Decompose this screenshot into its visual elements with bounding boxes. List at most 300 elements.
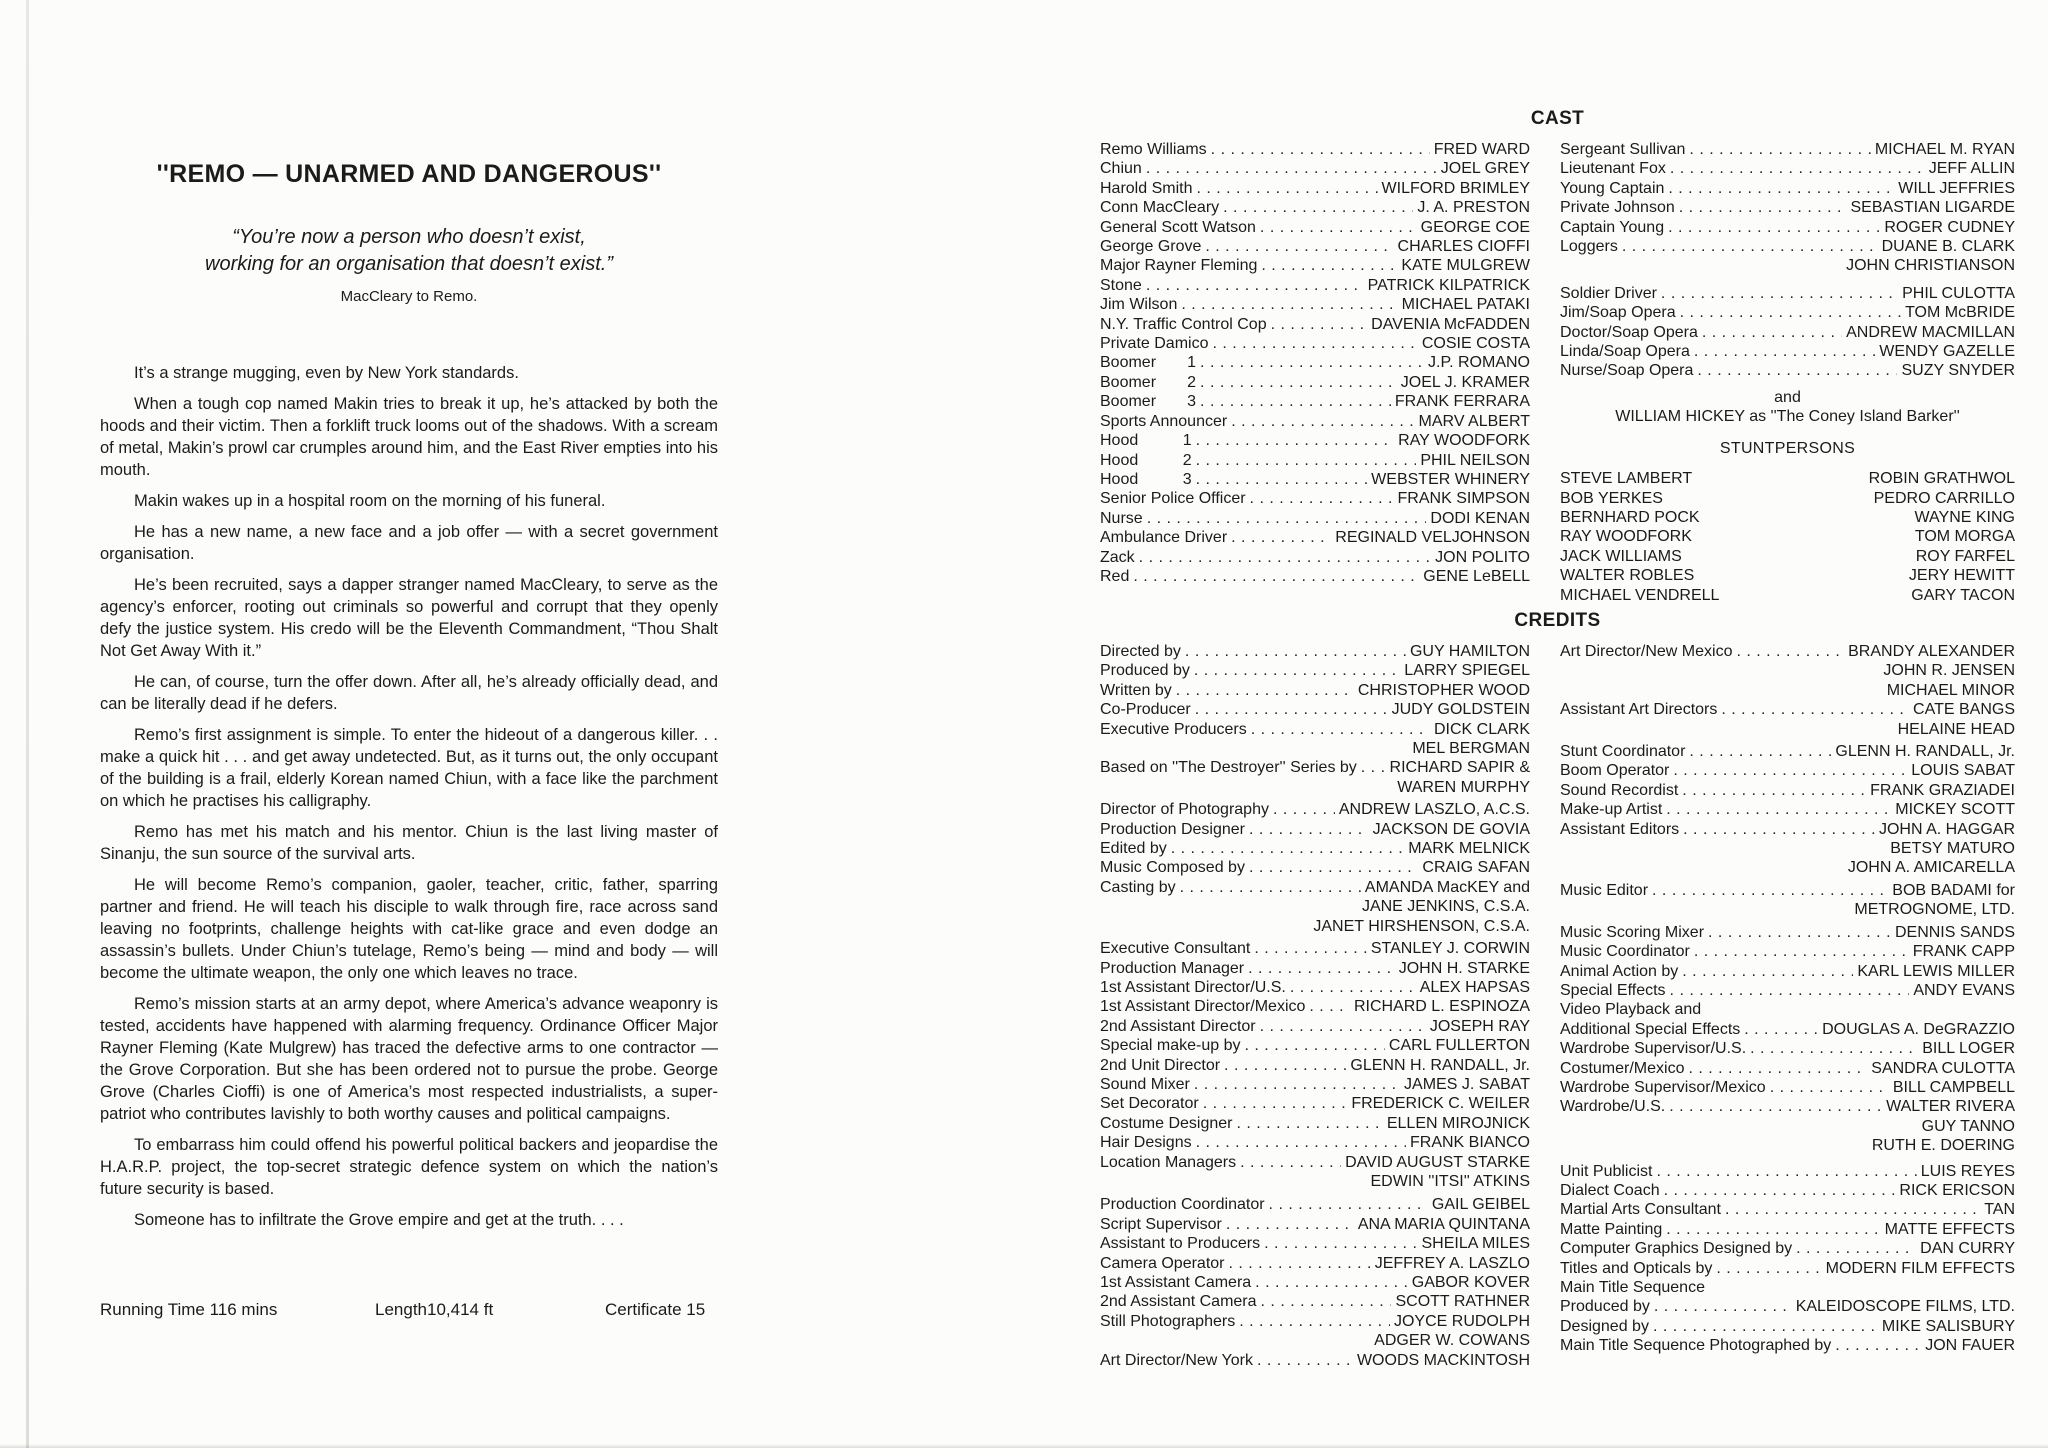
role-label: Soldier Driver (1560, 284, 1657, 302)
role-label: Animal Action by (1560, 962, 1679, 980)
dot-leader (1688, 1059, 1867, 1078)
credit-row (1100, 959, 1530, 978)
name-value: CHRISTOPHER WOOD (1357, 681, 1530, 699)
credit-row (1560, 1259, 2015, 1278)
credit-row (1560, 881, 2015, 900)
synopsis-paragraph: To embarrass him could offend his powerful political backers and jeopardise the H.A.R.P. project, the top-secret strategic defence system on which the nation’s future security is based. (100, 1136, 718, 1198)
role-label: Hood 2 (1100, 451, 1192, 469)
role-label: Ambulance Driver (1100, 529, 1228, 547)
dot-leader (1653, 1317, 1878, 1336)
name-value: MICHAEL PATAKI (1401, 296, 1530, 314)
role-label: Senior Police Officer (1100, 490, 1246, 508)
name-value: ROGER CUDNEY (1884, 218, 2015, 236)
synopsis-paragraph: When a tough cop named Makin tries to break it up, he’s attacked by both the hoods and their victim. Then a forklift truck looms out of the shadows. With a scream of metal, Makin’s prowl car crumples around him, and the East River empties into his mouth. (100, 395, 718, 479)
stuntpersons-list (1560, 469, 2015, 605)
label-only-row: Main Title Sequence (1560, 1279, 1705, 1296)
cast-row (1560, 159, 2015, 178)
role-label: 2nd Unit Director (1100, 1056, 1221, 1074)
dot-leader (1835, 1336, 1921, 1355)
dot-leader (1680, 303, 1901, 322)
dot-leader (1652, 881, 1888, 900)
stunt-column-right (1869, 469, 2015, 605)
name-value: BRANDY ALEXANDER (1848, 643, 2015, 660)
cast-row (1100, 470, 1530, 489)
stunt-name: PEDRO CARRILLO (1873, 489, 2015, 507)
role-label: Executive Consultant (1100, 940, 1251, 958)
dot-leader (1309, 997, 1350, 1016)
name-value: CRAIG SAFAN (1422, 859, 1530, 877)
dot-leader (1261, 1292, 1392, 1311)
synopsis-paragraph: He can, of course, turn the offer down. After all, he’s already officially dead, and can be literally dead if he defers. (100, 673, 718, 713)
name-value: RICK ERICSON (1899, 1181, 2015, 1199)
role-label: Camera Operator (1100, 1254, 1225, 1272)
credit-row (1560, 742, 2015, 761)
name-value: RICHARD SAPIR & (1389, 759, 1530, 777)
credit-row (1100, 700, 1530, 719)
continuation-name: JOHN CHRISTIANSON (1846, 257, 2015, 275)
name-value: KARL LEWIS MILLER (1857, 962, 2015, 980)
name-value: STANLEY J. CORWIN (1370, 940, 1530, 958)
dot-leader (1133, 567, 1419, 586)
dot-leader (1249, 820, 1369, 839)
name-value: FREDERICK C. WEILER (1351, 1095, 1530, 1113)
dot-leader (1721, 700, 1909, 719)
role-label: Computer Graphics Designed by (1560, 1240, 1793, 1258)
credit-row (1560, 1297, 2015, 1316)
role-label: Wardrobe/U.S. (1560, 1098, 1666, 1116)
credit-row (1100, 1133, 1530, 1152)
synopsis-paragraph: Remo has met his match and his mentor. Chiun is the last living master of Sinanju, the sun source of the survival arts. (100, 823, 718, 863)
role-label: Jim/Soap Opera (1560, 304, 1676, 322)
credits-columns (1100, 642, 2015, 1370)
dot-leader (1250, 489, 1394, 508)
synopsis-paragraph: It’s a strange mugging, even by New York standards. (134, 364, 519, 382)
dot-leader (1750, 1039, 1918, 1058)
name-value: JUDY GOLDSTEIN (1391, 701, 1530, 719)
cast-row (1560, 237, 2015, 256)
dot-leader (1689, 742, 1831, 761)
credit-row (1560, 1162, 2015, 1181)
dot-leader (1260, 1017, 1426, 1036)
credit-row (1100, 1234, 1530, 1253)
dot-leader (1211, 140, 1430, 159)
synopsis-paragraph: Makin wakes up in a hospital room on the morning of his funeral. (134, 492, 606, 510)
credit-row (1560, 700, 2015, 719)
credit-row (1100, 1153, 1530, 1172)
stunt-name: GARY TACON (1911, 586, 2015, 604)
dot-leader (1683, 820, 1875, 839)
name-value: JON FAUER (1925, 1337, 2015, 1355)
name-value: JOEL J. KRAMER (1400, 373, 1530, 391)
credit-row (1100, 1215, 1530, 1234)
role-label: Hood 3 (1100, 470, 1192, 488)
credit-row (1560, 1336, 2015, 1355)
role-label: Loggers (1560, 238, 1618, 256)
cast-row (1100, 373, 1530, 392)
role-label: Sound Recordist (1560, 781, 1679, 799)
role-label: Designed by (1560, 1317, 1649, 1335)
role-label: Zack (1100, 548, 1135, 566)
name-value: REGINALD VELJOHNSON (1335, 529, 1530, 547)
cast-row (1100, 295, 1530, 314)
dot-leader (1264, 1234, 1417, 1253)
name-value: DENNIS SANDS (1894, 923, 2015, 941)
credit-row (1560, 981, 2015, 1000)
continuation-name: JOHN R. JENSEN (1883, 662, 2015, 680)
cast-row (1100, 334, 1530, 353)
credit-row (1100, 800, 1530, 819)
credit-row (1560, 923, 2015, 942)
name-value: J.P. ROMANO (1428, 354, 1530, 372)
role-label: Location Managers (1100, 1153, 1237, 1171)
role-label: Wardrobe Supervisor/U.S. (1560, 1040, 1747, 1058)
credit-row (1560, 1181, 2015, 1200)
dot-leader (1176, 681, 1354, 700)
credit-row (1560, 1078, 2015, 1097)
credit-row (1560, 761, 2015, 780)
role-label: Sound Mixer (1100, 1075, 1190, 1093)
role-label: Directed by (1100, 643, 1181, 660)
role-label: 2nd Assistant Director (1100, 1017, 1256, 1035)
dot-leader (1670, 981, 1910, 1000)
dot-leader (1239, 1312, 1390, 1331)
dot-leader (1682, 962, 1853, 981)
credit-row (1560, 800, 2015, 819)
credit-row (1100, 997, 1530, 1016)
cast-row (1100, 140, 1530, 159)
dot-leader (1694, 942, 1909, 961)
role-label: Art Director/New Mexico (1560, 643, 1733, 660)
role-label: Private Johnson (1560, 199, 1675, 217)
cast-column-2 (1560, 140, 2015, 605)
name-value: SHEILA MILES (1421, 1235, 1530, 1253)
name-value: SEBASTIAN LIGARDE (1850, 199, 2015, 217)
role-label: Boomer 3 (1100, 393, 1197, 411)
name-value: CARL FULLERTON (1388, 1037, 1530, 1055)
role-label: Music Composed by (1100, 859, 1245, 877)
name-value: DUANE B. CLARK (1881, 238, 2015, 256)
continuation-name: BETSY MATURO (1890, 840, 2015, 858)
name-value: MICHAEL M. RYAN (1874, 141, 2015, 158)
name-value: FRANK FERRARA (1394, 393, 1530, 411)
cast-row (1100, 353, 1530, 372)
credit-row (1560, 1200, 2015, 1219)
role-label: Young Captain (1560, 179, 1665, 197)
name-value: LUIS REYES (1920, 1162, 2015, 1180)
stunt-name: ROY FARFEL (1915, 547, 2015, 565)
name-value: WENDY GAZELLE (1879, 343, 2015, 361)
name-value: ANDY EVANS (1913, 981, 2015, 999)
name-value: DODI KENAN (1430, 509, 1530, 527)
role-label: 1st Assistant Camera (1100, 1274, 1252, 1291)
credit-row (1100, 642, 1530, 661)
stuntpersons-header: STUNTPERSONS (1719, 439, 1856, 457)
credit-row (1100, 1292, 1530, 1311)
cast-row (1100, 392, 1530, 411)
cast-row (1560, 303, 2015, 322)
stunt-name: ROBIN GRATHWOL (1868, 470, 2015, 488)
name-value: GLENN H. RANDALL, Jr. (1835, 743, 2015, 761)
cast-row (1100, 567, 1530, 586)
role-label: Linda/Soap Opera (1560, 343, 1690, 361)
name-value: GABOR KOVER (1411, 1274, 1530, 1291)
name-value: DICK CLARK (1433, 720, 1530, 738)
credit-row (1100, 1075, 1530, 1094)
cast-row (1100, 315, 1530, 334)
name-value: TOM McBRIDE (1905, 304, 2015, 322)
cast-row (1100, 256, 1530, 275)
credit-row (1100, 1017, 1530, 1036)
name-value: WALTER RIVERA (1886, 1098, 2015, 1116)
continuation-name: METROGNOME, LTD. (1854, 901, 2015, 919)
name-value: FRANK GRAZIADEI (1870, 781, 2015, 799)
credits-column-2 (1560, 642, 2015, 1370)
cast-row (1100, 198, 1530, 217)
credit-row (1100, 758, 1530, 777)
role-label: N.Y. Traffic Control Cop (1100, 315, 1267, 333)
name-value: DOUGLAS A. DeGRAZZIO (1822, 1020, 2015, 1038)
role-label: Executive Producers (1100, 720, 1247, 738)
role-label: Co-Producer (1100, 701, 1191, 719)
role-label: Major Rayner Fleming (1100, 257, 1258, 275)
continuation-name: WAREN MURPHY (1397, 778, 1530, 796)
quote-attribution: MacCleary to Remo. (340, 288, 478, 305)
role-label: Remo Williams (1100, 141, 1207, 158)
dot-leader (1702, 323, 1842, 342)
dot-leader (1673, 761, 1907, 780)
dot-leader (1716, 1259, 1821, 1278)
cast-row (1100, 548, 1530, 567)
name-value: WEBSTER WHINERY (1371, 470, 1530, 488)
dot-leader (1223, 198, 1413, 217)
certificate: Certificate 15 (605, 1300, 706, 1319)
role-label: Additional Special Effects (1560, 1020, 1741, 1038)
dot-leader (1694, 342, 1875, 361)
cast-row (1560, 218, 2015, 237)
continuation-name: ADGER W. COWANS (1374, 1332, 1530, 1350)
synopsis-paragraph: Remo’s mission starts at an army depot, where America’s advance weaponry is tested, accidents have happened with alarming frequency. Ordinance Officer Major Rayner Fleming (Kate Mulgrew) has traced the defective arms to one contractor — the Grove Corporation. But she has been ordered not to pursue the probe. George Grove (Charles Cioffi) is one of America’s most respected industrialists, a super-patriot who contributes lavishly to both worthy causes and political campaigns. (100, 995, 718, 1123)
role-label: Boom Operator (1560, 762, 1670, 780)
dot-leader (1269, 1195, 1428, 1214)
name-value: AMANDA MacKEY and (1364, 878, 1530, 896)
continuation-name: MICHAEL MINOR (1886, 681, 2015, 699)
role-label: Jim Wilson (1100, 296, 1178, 314)
cast-row (1100, 528, 1530, 547)
dot-leader (1200, 392, 1391, 411)
name-value: ANA MARIA QUINTANA (1357, 1215, 1530, 1233)
continuation-name: JANET HIRSHENSON, C.S.A. (1313, 917, 1530, 935)
role-label: Chiun (1100, 160, 1142, 178)
dot-leader (1666, 1220, 1880, 1239)
cast-row (1560, 323, 2015, 342)
name-value: MATTE EFFECTS (1884, 1220, 2015, 1238)
name-value: DAN CURRY (1920, 1240, 2015, 1258)
credit-row (1560, 1039, 2015, 1058)
role-label: Special make-up by (1100, 1037, 1241, 1055)
role-label: Nurse (1100, 509, 1143, 527)
role-label: Make-up Artist (1560, 801, 1663, 819)
credit-row (1100, 939, 1530, 958)
name-value: CATE BANGS (1913, 701, 2015, 719)
credit-row (1100, 1351, 1530, 1370)
role-label: 2nd Assistant Camera (1100, 1293, 1257, 1311)
cast-row (1560, 140, 2015, 159)
name-value: JOHN A. HAGGAR (1878, 820, 2015, 838)
dot-leader (1203, 1094, 1348, 1113)
cast-row (1560, 284, 2015, 303)
name-value: PHIL CULOTTA (1902, 284, 2015, 302)
stunt-name: BERNHARD POCK (1560, 508, 1700, 526)
role-label: General Scott Watson (1100, 218, 1256, 236)
credit-row (1560, 1317, 2015, 1336)
name-value: SUZY SNYDER (1901, 362, 2015, 380)
tagline-line: “You’re now a person who doesn’t exist, (232, 226, 586, 248)
stunt-name: WAYNE KING (1914, 508, 2015, 526)
name-value: PHIL NEILSON (1420, 451, 1530, 469)
dot-leader (1670, 159, 1925, 178)
dot-leader (1196, 451, 1417, 470)
name-value: LOUIS SABAT (1911, 762, 2015, 780)
dot-leader (1725, 1200, 1980, 1219)
synopsis-paragraph: He will become Remo’s companion, gaoler, teacher, critic, father, sparring partner and friend. He will teach his disciple to walk through fire, race across sand leaving no footprints, challenge heights with cat-like grace and even dodge an assassin’s bullets. Under Chiun’s tutelage, Remo’s being — mind and body — will become the ultimate weapon, the only one which leaves no trace. (100, 876, 718, 982)
dot-leader (1229, 1254, 1371, 1273)
name-value: SANDRA CULOTTA (1871, 1059, 2015, 1077)
dot-leader (1664, 1181, 1896, 1200)
tagline-quote (100, 224, 718, 278)
name-value: JOYCE RUDOLPH (1393, 1312, 1530, 1330)
credit-row (1560, 1059, 2015, 1078)
dot-leader (1231, 528, 1331, 547)
role-label: Wardrobe Supervisor/Mexico (1560, 1078, 1766, 1096)
dot-leader (1290, 978, 1416, 997)
dot-leader (1622, 237, 1878, 256)
credit-row (1560, 1020, 2015, 1039)
stunt-name: WALTER ROBLES (1560, 567, 1695, 585)
dot-leader (1708, 923, 1891, 942)
name-value: WOODS MACKINTOSH (1356, 1351, 1530, 1369)
dot-leader (1271, 315, 1368, 334)
name-value: WILFORD BRIMLEY (1381, 179, 1530, 197)
role-label: Assistant Editors (1560, 820, 1680, 838)
role-label: Doctor/Soap Opera (1560, 323, 1698, 341)
cast-row (1100, 179, 1530, 198)
stunt-column-left (1560, 469, 1719, 605)
role-label: Nurse/Soap Opera (1560, 362, 1694, 380)
dot-leader (1226, 1215, 1354, 1234)
dot-leader (1654, 1297, 1792, 1316)
cast-row (1100, 509, 1530, 528)
role-label: Main Title Sequence Photographed by (1560, 1337, 1832, 1355)
name-value: BOB BADAMI for (1892, 881, 2015, 899)
dot-leader (1679, 198, 1847, 217)
role-label: 1st Assistant Director/U.S. (1100, 978, 1286, 996)
dot-leader (1180, 878, 1361, 897)
credits-column-1 (1100, 642, 1530, 1370)
dot-leader (1361, 758, 1386, 777)
cast-row (1100, 218, 1530, 237)
role-label: Casting by (1100, 878, 1176, 896)
synopsis-paragraph: Remo’s first assignment is simple. To enter the hideout of a dangerous killer. . . make a quick hit . . . and get away undetected. But, as it turns out, the only occupant of the building is a frail, elderly Korean named Chiun, with a face like the parchment on which he practises his calligraphy. (100, 726, 718, 810)
name-value: CHARLES CIOFFI (1397, 238, 1530, 256)
name-value: ELLEN MIROJNICK (1386, 1114, 1530, 1132)
name-value: JACKSON DE GOVIA (1372, 820, 1530, 838)
credit-row (1560, 820, 2015, 839)
role-label: Stone (1100, 276, 1142, 294)
role-label: Production Manager (1100, 959, 1245, 977)
stunt-name: MICHAEL VENDRELL (1560, 586, 1720, 604)
credit-row (1100, 839, 1530, 858)
dot-leader (1171, 839, 1404, 858)
stunt-name: BOB YERKES (1560, 489, 1663, 507)
role-label: Script Supervisor (1100, 1215, 1222, 1233)
credit-row (1100, 1094, 1530, 1113)
name-value: FRANK SIMPSON (1397, 490, 1530, 508)
name-value: GUY HAMILTON (1409, 643, 1530, 660)
name-value: MODERN FILM EFFECTS (1825, 1259, 2015, 1277)
dot-leader (1697, 361, 1897, 380)
dot-leader (1224, 1056, 1346, 1075)
role-label: Costumer/Mexico (1560, 1059, 1685, 1077)
dot-leader (1668, 179, 1894, 198)
centered-line: WILLIAM HICKEY as ''The Coney Island Barker'' (1615, 408, 1960, 426)
film-length: Length10,414 ft (375, 1300, 494, 1319)
credit-row (1100, 978, 1530, 997)
name-value: JOEL GREY (1440, 160, 1530, 178)
dot-leader (1194, 1075, 1400, 1094)
name-value: JON POLITO (1435, 548, 1530, 566)
dot-leader (1254, 939, 1367, 958)
credit-row (1100, 1056, 1530, 1075)
role-label: Sergeant Sullivan (1560, 141, 1686, 158)
dot-leader (1205, 237, 1393, 256)
name-value: WILL JEFFRIES (1898, 179, 2015, 197)
name-value: SCOTT RATHNER (1395, 1293, 1530, 1311)
dot-leader (1195, 700, 1388, 719)
name-value: GENE LeBELL (1423, 567, 1530, 585)
cast-row (1100, 451, 1530, 470)
role-label: Music Editor (1560, 881, 1649, 899)
dot-leader (1237, 1114, 1383, 1133)
credit-row (1100, 858, 1530, 877)
credit-row (1100, 681, 1530, 700)
name-value: RAY WOODFORK (1398, 432, 1530, 450)
continuation-name: GUY TANNO (1921, 1117, 2015, 1135)
dot-leader (1200, 353, 1424, 372)
dot-leader (1251, 720, 1430, 739)
continuation-name: EDWIN ''ITSI'' ATKINS (1370, 1172, 1530, 1190)
name-value: FRED WARD (1433, 141, 1530, 158)
dot-leader (1666, 800, 1891, 819)
stunt-name: JERY HEWITT (1908, 567, 2015, 585)
cast-columns (1100, 140, 2015, 605)
role-label: Written by (1100, 681, 1172, 699)
stunt-name: RAY WOODFORK (1560, 528, 1692, 546)
name-value: MARK MELNICK (1408, 840, 1530, 858)
role-label: Martial Arts Consultant (1560, 1201, 1721, 1219)
role-label: Dialect Coach (1560, 1181, 1660, 1199)
synopsis-paragraph: He’s been recruited, says a dapper stranger named MacCleary, to serve as the agency’s enforcer, rooting out criminals so powerful and corrupt that they openly defy the justice system. His credo will be the Eleventh Commandment, “Thou Shalt Not Get Away With it.” (100, 576, 718, 660)
dot-leader (1196, 179, 1377, 198)
role-label: Hood 1 (1100, 432, 1192, 450)
name-value: MICKEY SCOTT (1895, 801, 2015, 819)
role-label: Based on ''The Destroyer'' Series by (1100, 759, 1357, 777)
dot-leader (1147, 509, 1427, 528)
stunt-name: TOM MORGA (1914, 528, 2015, 546)
dot-leader (1260, 218, 1417, 237)
role-label: Stunt Coordinator (1560, 743, 1686, 761)
name-value: BILL LOGER (1922, 1040, 2015, 1058)
dot-leader (1770, 1078, 1889, 1097)
